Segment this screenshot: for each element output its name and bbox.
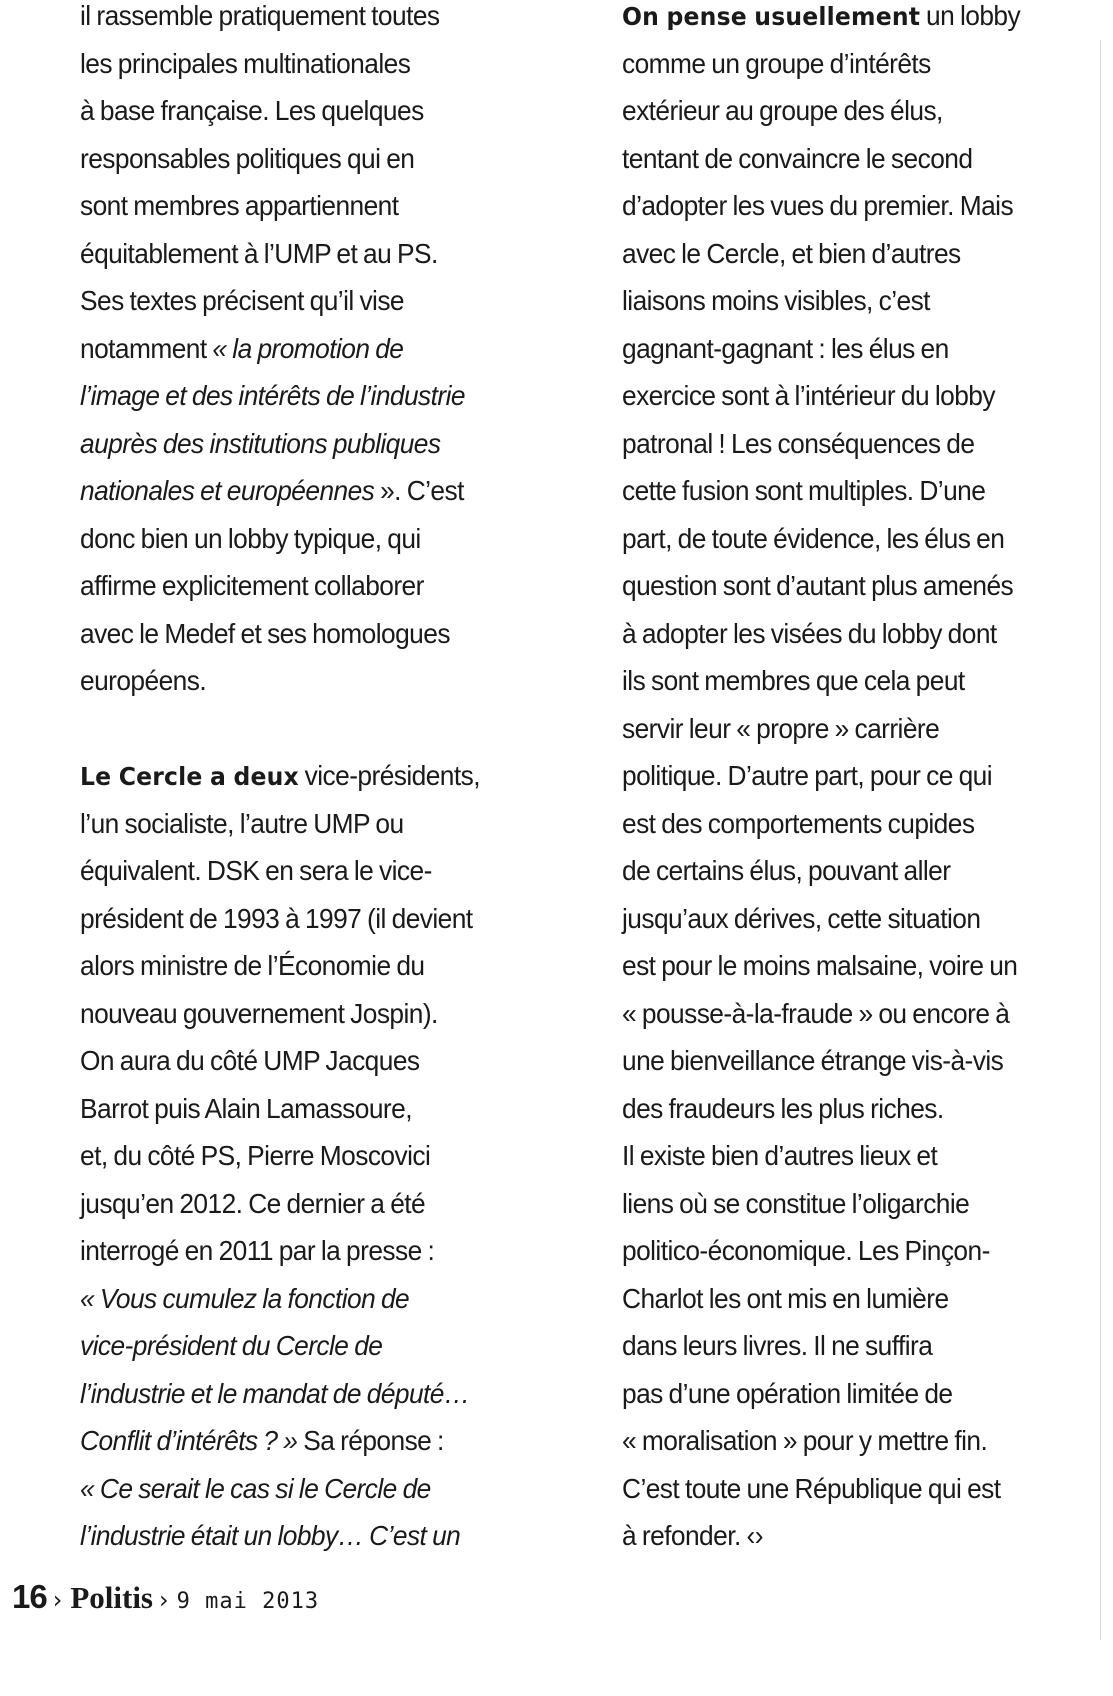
page-number: 16 (12, 1578, 47, 1615)
text-line: nouveau gouvernement Jospin). (80, 997, 438, 1029)
text-line: tentant de convaincre le second (622, 142, 973, 174)
separator-chevron: › (52, 1586, 63, 1614)
left-column (80, 0, 550, 1560)
text-line (80, 1417, 550, 1465)
text-line: Ses textes précisent qu’il vise (80, 285, 405, 316)
text-line: patronal ! Les conséquences de (622, 427, 975, 459)
paragraph-lead: Le Cercle a deux (80, 762, 299, 791)
text-line: avec le Cercle, et bien d’autres (622, 237, 961, 269)
quote-line: « Ce serait le cas si le Cercle de (80, 1472, 431, 1504)
text-run: vice-présidents, (298, 760, 480, 791)
text-line: politico-économique. Les Pinçon- (622, 1235, 990, 1266)
text-line: président de 1993 à 1997 (il devient (80, 902, 473, 934)
issue-date: 9 mai 2013 (176, 1589, 320, 1614)
separator-chevron: › (159, 1586, 169, 1614)
quote-line: l’image et des intérêts de l’industrie (80, 380, 465, 411)
text-line: affirme explicitement collaborer (80, 570, 424, 601)
quote-line: vice-président du Cercle de (80, 1330, 383, 1361)
text-line: de certains élus, pouvant aller (622, 855, 951, 886)
text-line: est des comportements cupides (622, 807, 975, 839)
text-line: Barrot puis Alain Lamassoure, (80, 1092, 412, 1124)
text-line: est pour le moins malsaine, voire un (622, 950, 1018, 981)
text-line: alors ministre de l’Économie du (80, 950, 425, 981)
text-line: part, de toute évidence, les élus en (622, 522, 1005, 554)
text-line: Il existe bien d’autres lieux et (622, 1140, 938, 1171)
page-footer (12, 1578, 319, 1628)
text-line: l’un socialiste, l’autre UMP ou (80, 807, 404, 839)
text-run: un lobby (920, 0, 1021, 31)
text-line: il rassemble pratiquement toutes (80, 0, 440, 31)
text-run: notamment (80, 332, 213, 364)
text-line: les principales multinationales (80, 47, 411, 79)
text-line: exercice sont à l’intérieur du lobby (622, 380, 995, 411)
text-line: question sont d’autant plus amenés (622, 570, 1014, 601)
text-line: comme un groupe d’intérêts (622, 47, 931, 79)
magazine-name: Politis (70, 1580, 153, 1615)
text-line: à base française. Les quelques (80, 95, 424, 126)
text-line: On aura du côté UMP Jacques (80, 1045, 420, 1076)
text-line: sont membres appartiennent (80, 190, 399, 221)
text-line: pas d’une opération limitée de (622, 1377, 953, 1409)
text-line: responsables politiques qui en (80, 142, 415, 174)
text-line: d’adopter les vues du premier. Mais (622, 190, 1014, 221)
paragraph-gap (80, 705, 550, 753)
text-line: dans leurs livres. Il ne suffira (622, 1330, 933, 1361)
text-line (80, 325, 550, 373)
paragraph-lead: On pense usuellement (622, 2, 921, 31)
page-edge-shadow (1100, 40, 1101, 1640)
text-line: ils sont membres que cela peut (622, 665, 965, 696)
quote-line: l’industrie était un lobby… C’est un (80, 1520, 461, 1551)
text-line: jusqu’en 2012. Ce dernier a été (80, 1187, 426, 1219)
text-line: interrogé en 2011 par la presse : (80, 1235, 435, 1266)
quote-text: « la promotion de (212, 332, 404, 364)
quote-line: auprès des institutions publiques (80, 427, 441, 459)
text-line: une bienveillance étrange vis-à-vis (622, 1045, 1004, 1076)
text-line (80, 752, 550, 800)
quote-text: Conflit d’intérêts ? » (80, 1425, 298, 1456)
quote-text: nationales et européennes (80, 475, 375, 506)
text-line: Charlot les ont mis en lumière (622, 1282, 949, 1314)
text-line: politique. D’autre part, pour ce qui (622, 760, 993, 791)
text-line: équivalent. DSK en sera le vice- (80, 855, 432, 886)
text-line: C’est toute une République qui est (622, 1472, 1001, 1504)
text-line: « pousse-à-la-fraude » ou encore à (622, 997, 1010, 1029)
text-line: à refonder. ‹› (622, 1520, 763, 1551)
text-line: avec le Medef et ses homologues (80, 617, 450, 649)
text-line: et, du côté PS, Pierre Moscovici (80, 1140, 431, 1171)
text-line: des fraudeurs les plus riches. (622, 1092, 944, 1124)
right-column (622, 0, 1083, 1560)
text-run: ». C’est (374, 475, 464, 506)
text-line: donc bien un lobby typique, qui (80, 522, 421, 554)
text-run: Sa réponse : (297, 1425, 444, 1456)
text-line: servir leur « propre » carrière (622, 712, 940, 744)
text-line: jusqu’aux dérives, cette situation (622, 902, 981, 934)
text-line: équitablement à l’UMP et au PS. (80, 237, 438, 269)
text-line: « moralisation » pour y mettre fin. (622, 1425, 988, 1456)
text-line: liaisons moins visibles, c’est (622, 285, 930, 316)
text-line: extérieur au groupe des élus, (622, 95, 943, 126)
text-line (80, 467, 550, 515)
quote-line: « Vous cumulez la fonction de (80, 1282, 410, 1314)
text-line: liens où se constitue l’oligarchie (622, 1187, 970, 1219)
quote-line: l’industrie et le mandat de député… (80, 1377, 470, 1409)
text-line: gagnant-gagnant : les élus en (622, 332, 949, 364)
text-line: à adopter les visées du lobby dont (622, 617, 997, 649)
text-line: européens. (80, 665, 207, 696)
text-line: cette fusion sont multiples. D’une (622, 475, 986, 506)
text-line (622, 0, 1083, 40)
